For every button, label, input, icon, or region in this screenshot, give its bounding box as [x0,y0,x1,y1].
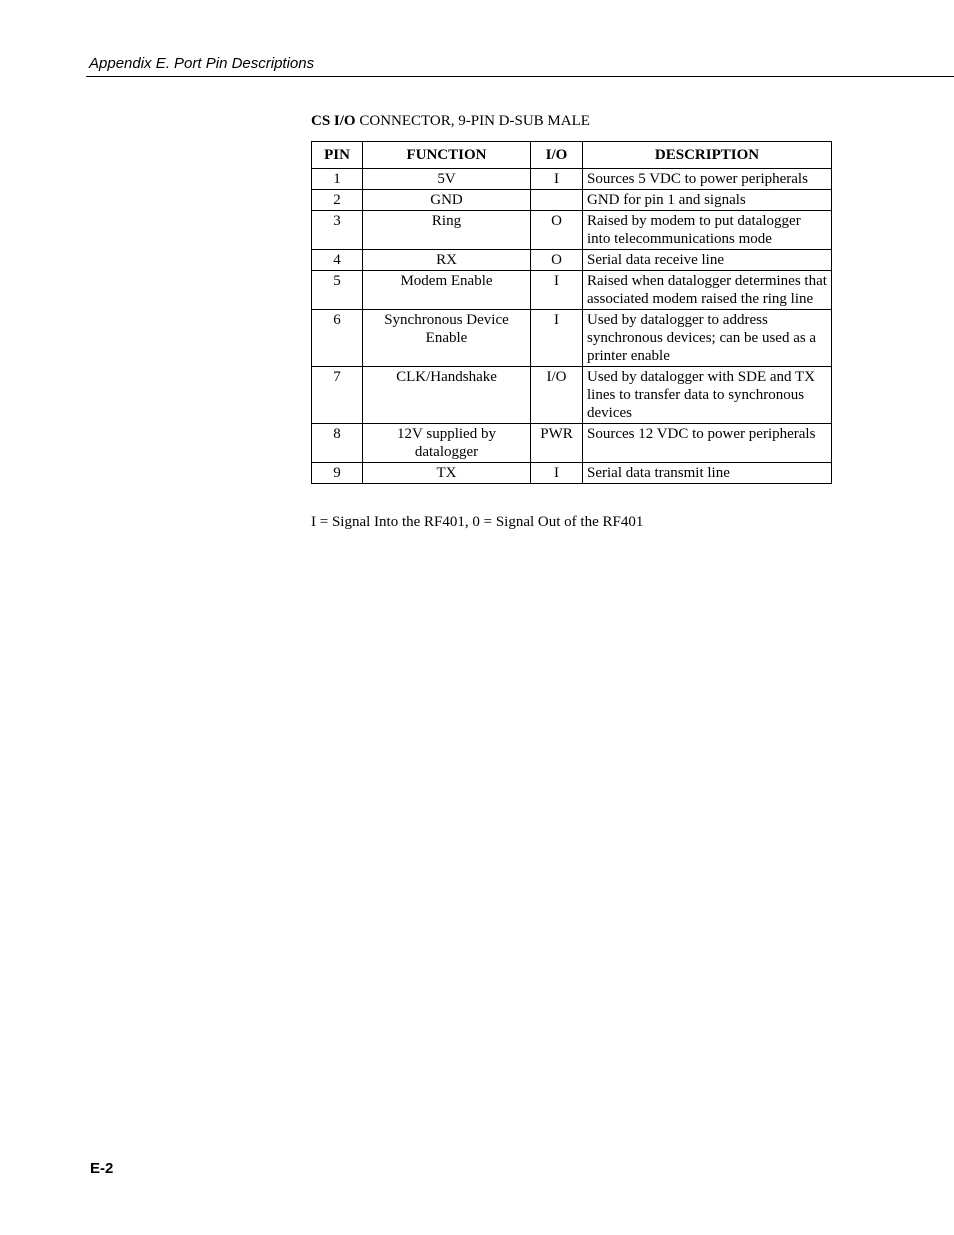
cell-description: Serial data receive line [583,250,832,271]
table-header-row [312,142,832,169]
cell-description: Sources 5 VDC to power peripherals [583,169,832,190]
cell-function: TX [363,463,531,484]
cell-io [531,190,583,211]
cell-function: 5V [363,169,531,190]
cell-pin: 1 [312,169,363,190]
cell-io: I [531,463,583,484]
caption-rest: CONNECTOR, 9-PIN D-SUB MALE [355,113,590,129]
column-header-function: FUNCTION [363,142,531,169]
table-row [312,367,832,424]
column-header-pin: PIN [312,142,363,169]
table-row [312,310,832,367]
cell-description: Raised by modem to put datalogger into telecommunications mode [583,211,832,250]
cell-pin: 4 [312,250,363,271]
cell-io: I/O [531,367,583,424]
cell-function: RX [363,250,531,271]
cell-description: Raised when datalogger determines that associated modem raised the ring line [583,271,832,310]
table-caption [311,112,590,130]
cell-description: Used by datalogger to address synchronous devices; can be used as a printer enable [583,310,832,367]
page-number: E-2 [90,1160,114,1177]
cell-description: GND for pin 1 and signals [583,190,832,211]
cell-function: Synchronous Device Enable [363,310,531,367]
cell-function: Ring [363,211,531,250]
table-row [312,250,832,271]
cell-description: Sources 12 VDC to power peripherals [583,424,832,463]
cell-pin: 6 [312,310,363,367]
cell-io: I [531,271,583,310]
cell-pin: 7 [312,367,363,424]
table-row [312,424,832,463]
column-header-io: I/O [531,142,583,169]
running-header: Appendix E. Port Pin Descriptions [89,55,315,72]
pin-table [311,141,832,484]
column-header-description: DESCRIPTION [583,142,832,169]
cell-pin: 2 [312,190,363,211]
cell-pin: 8 [312,424,363,463]
cell-pin: 3 [312,211,363,250]
table-note: I = Signal Into the RF401, 0 = Signal Out of the RF401 [311,514,644,530]
cell-function: Modem Enable [363,271,531,310]
cell-io: O [531,211,583,250]
table-row [312,463,832,484]
cell-io: PWR [531,424,583,463]
table-row [312,211,832,250]
caption-bold: CS I/O [311,113,356,129]
cell-function: CLK/Handshake [363,367,531,424]
cell-function: GND [363,190,531,211]
cell-io: O [531,250,583,271]
table-row [312,271,832,310]
cell-pin: 9 [312,463,363,484]
table-row [312,190,832,211]
cell-pin: 5 [312,271,363,310]
cell-description: Used by datalogger with SDE and TX lines to transfer data to synchronous devices [583,367,832,424]
cell-io: I [531,169,583,190]
header-rule [86,76,954,77]
table-row [312,169,832,190]
cell-io: I [531,310,583,367]
cell-description: Serial data transmit line [583,463,832,484]
cell-function: 12V supplied by datalogger [363,424,531,463]
